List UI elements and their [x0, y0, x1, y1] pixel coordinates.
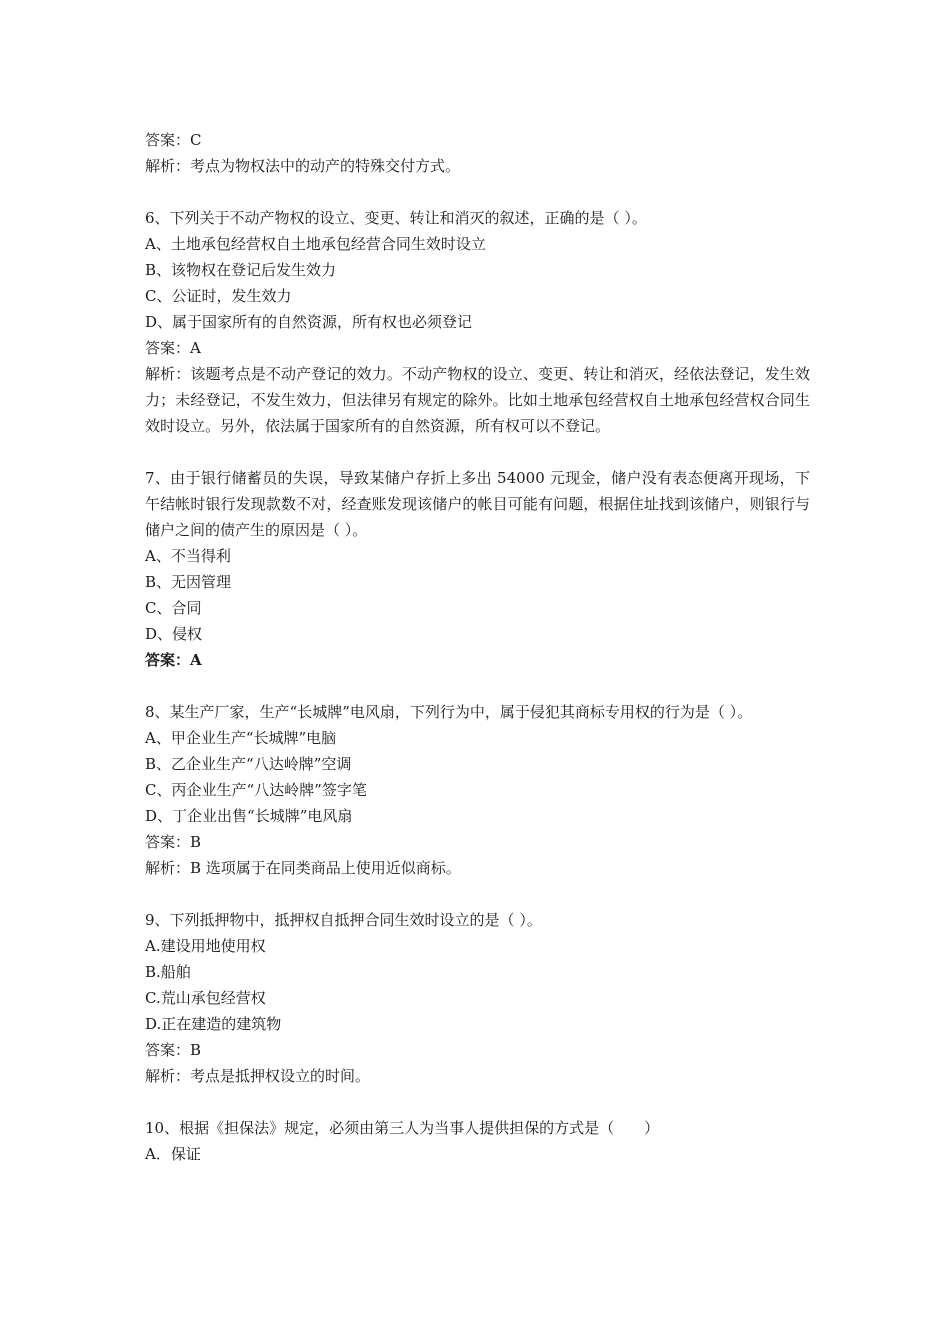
q6-option-b: B、该物权在登记后发生效力	[145, 261, 337, 279]
q9-answer: 答案：B	[145, 1041, 202, 1059]
q5-analysis: 解析：考点为物权法中的动产的特殊交付方式。	[145, 157, 461, 175]
q6-question: 6、下列关于不动产物权的设立、变更、转让和消灭的叙述，正确的是（ ）。	[145, 209, 647, 227]
q8-answer: 答案：B	[145, 833, 202, 851]
q10-option-a: A．保证	[145, 1145, 201, 1163]
q6-analysis: 解析：该题考点是不动产登记的效力。不动产物权的设立、变更、转让和消灭，经依法登记，发生效力；未经登记，不发生效力，但法律另有规定的除外。比如土地承包经营权自土地承包经营权合同生效时设立。另外，依法属于国家所有的自然资源，所有权可以不登记。	[145, 365, 810, 435]
q9-analysis: 解析：考点是抵押权设立的时间。	[145, 1067, 371, 1085]
q10-question: 10、根据《担保法》规定，必须由第三人为当事人提供担保的方式是（ ）	[145, 1119, 660, 1137]
q8-analysis: 解析：B 选项属于在同类商品上使用近似商标。	[145, 859, 461, 877]
q8-option-c: C、丙企业生产“八达岭牌”签字笔	[145, 781, 367, 799]
q6-option-a: A、土地承包经营权自土地承包经营合同生效时设立	[145, 235, 486, 253]
q7-option-b: B、无因管理	[145, 573, 232, 591]
q6-answer: 答案：A	[145, 339, 201, 357]
document-body	[145, 127, 810, 1167]
q6-option-c: C、公证时，发生效力	[145, 287, 292, 305]
q8-option-b: B、乙企业生产“八达岭牌”空调	[145, 755, 352, 773]
q6-option-d: D、属于国家所有的自然资源，所有权也必须登记	[145, 313, 473, 331]
q7-question: 7、由于银行储蓄员的失误，导致某储户存折上多出 54000 元现金，储户没有表态便离开现场，下午结帐时银行发现款数不对，经查账发现该储户的帐目可能有问题，根据住址找到该储户，则银行与储户之间的债产生的原因是（ ）。	[145, 469, 810, 539]
q7-option-c: C、合同	[145, 599, 202, 617]
q8-question: 8、某生产厂家，生产“长城牌”电风扇，下列行为中，属于侵犯其商标专用权的行为是（ ）。	[145, 703, 753, 721]
q9-option-b: B.船舶	[145, 963, 191, 981]
q5-answer: 答案：C	[145, 131, 202, 149]
q9-option-a: A.建设用地使用权	[145, 937, 266, 955]
q7-option-d: D、侵权	[145, 625, 203, 643]
q9-question: 9、下列抵押物中，抵押权自抵押合同生效时设立的是（ ）。	[145, 911, 542, 929]
q8-option-d: D、丁企业出售“长城牌”电风扇	[145, 807, 353, 825]
q7-option-a: A、不当得利	[145, 547, 231, 565]
q8-option-a: A、甲企业生产“长城牌”电脑	[145, 729, 337, 747]
q9-option-c: C.荒山承包经营权	[145, 989, 266, 1007]
q7-answer: 答案：A	[145, 651, 202, 669]
q9-option-d: D.正在建造的建筑物	[145, 1015, 282, 1033]
